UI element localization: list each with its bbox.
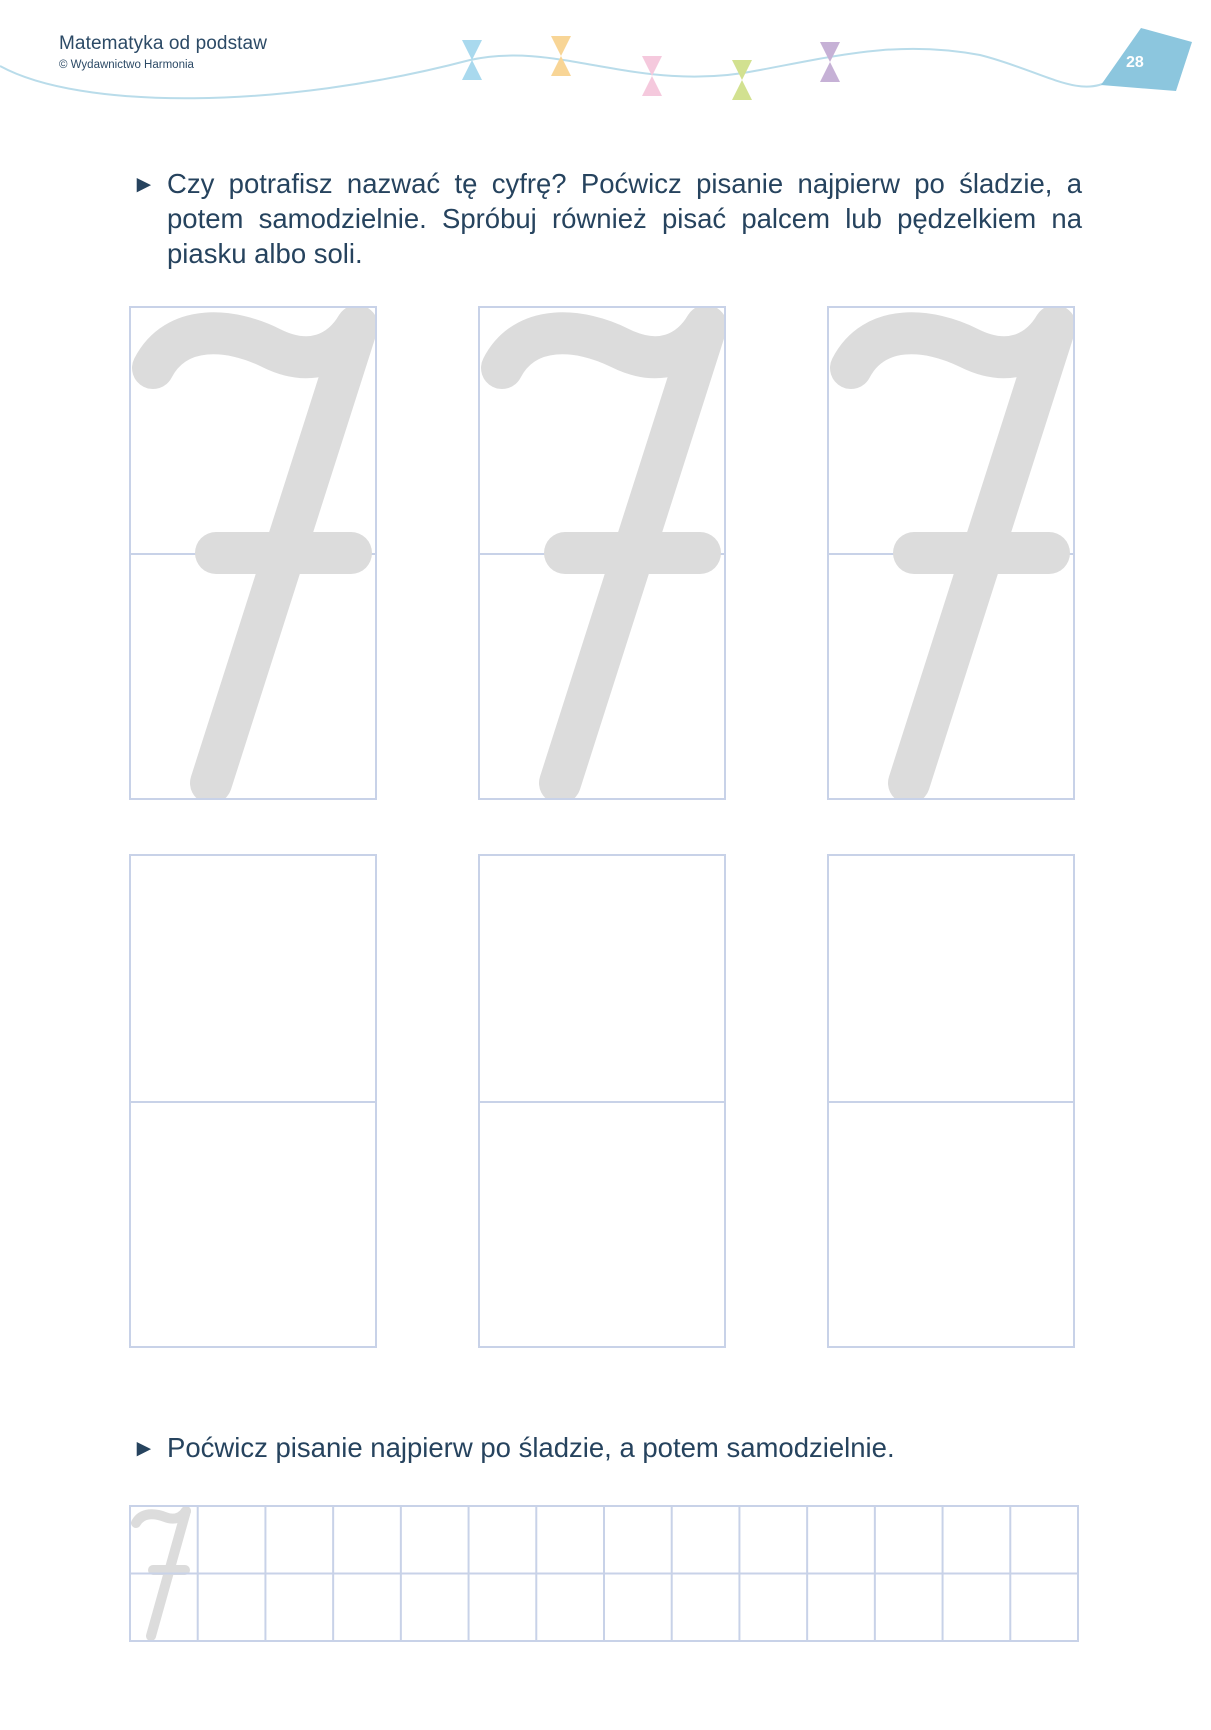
exercise-2-text: Poćwicz pisanie najpierw po śladzie, a potem samodzielnie.: [167, 1432, 895, 1463]
writing-strip[interactable]: [129, 1505, 1079, 1642]
arrow-icon: ►: [132, 171, 156, 198]
trace-digit-7: [480, 308, 726, 800]
exercise-2-instruction: [132, 1430, 1082, 1465]
trace-digit-7: [829, 308, 1075, 800]
arrow-icon: ►: [132, 1435, 156, 1462]
trace-box-2[interactable]: [478, 306, 726, 800]
book-title: Matematyka od podstaw: [59, 33, 268, 54]
box-midline: [829, 1101, 1073, 1103]
exercise-1-instruction: [132, 166, 1082, 271]
header-decoration: [0, 0, 1211, 110]
strip-grid: [129, 1505, 1079, 1642]
page-number-badge: [1101, 28, 1192, 91]
bunting-flags: [462, 36, 840, 100]
box-midline: [131, 1101, 375, 1103]
writing-box-3[interactable]: [827, 854, 1075, 1348]
writing-box-1[interactable]: [129, 854, 377, 1348]
publisher: © Wydawnictwo Harmonia: [59, 59, 194, 71]
page-header: [0, 0, 1211, 110]
writing-box-2[interactable]: [478, 854, 726, 1348]
trace-box-3[interactable]: [827, 306, 1075, 800]
page-number: 28: [1126, 54, 1144, 71]
trace-digit-7: [131, 308, 377, 800]
box-midline: [480, 1101, 724, 1103]
exercise-1-text: Czy potrafisz nazwać tę cyfrę? Poćwicz pisanie najpierw po śladzie, a potem samodzielnie. Spróbuj również pisać palcem lub pędzelkiem na piasku albo soli.: [167, 168, 1082, 269]
trace-box-1[interactable]: [129, 306, 377, 800]
